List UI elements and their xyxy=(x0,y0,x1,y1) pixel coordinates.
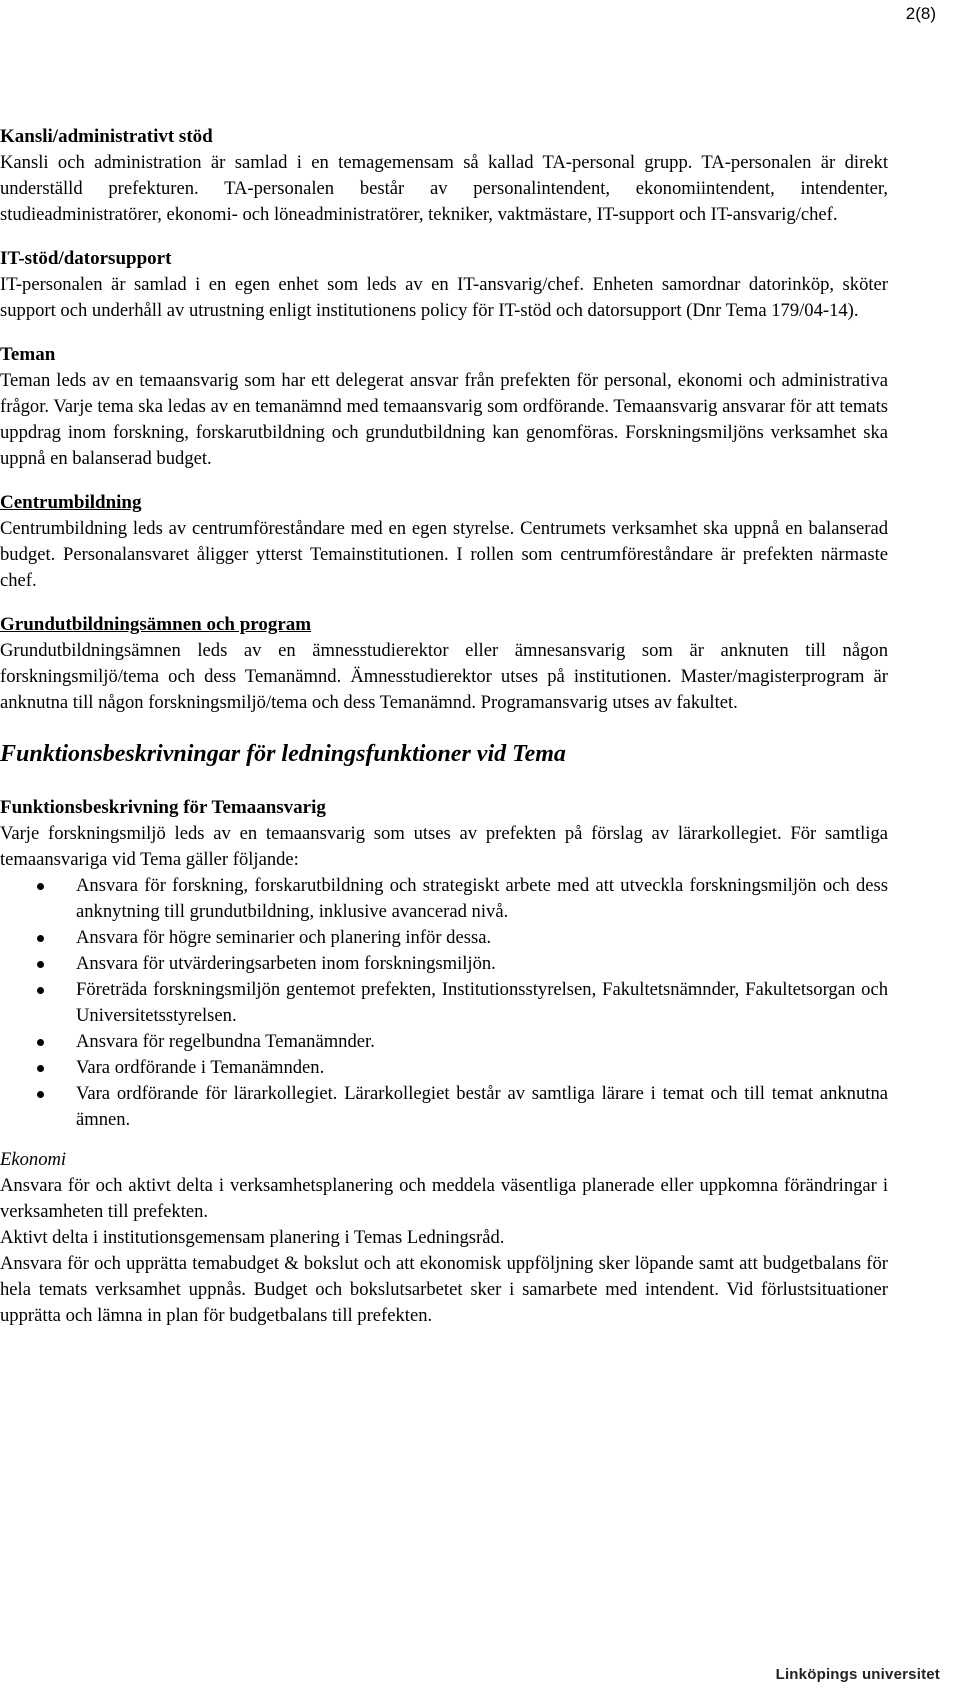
ekonomi-heading: Ekonomi xyxy=(0,1149,67,1170)
section-it-stod xyxy=(0,246,888,324)
ekonomi-paragraph: Ansvara för och upprätta temabudget & bokslut och att ekonomisk uppföljning sker löpande samt att budgetbalans för hela temats verksamhet uppnås. Budget och bokslutsarbetet sker i samarbete med intendent. Vid förlustsituationer upprätta och lämna in plan för budgetbalans till prefekten. xyxy=(0,1253,888,1326)
bullet-icon xyxy=(37,1039,44,1046)
subsection-heading: Funktionsbeskrivning för Temaansvarig xyxy=(0,797,326,818)
section-centrumbildning xyxy=(0,490,888,594)
chapter-title: Funktionsbeskrivningar för ledningsfunktioner vid Tema xyxy=(0,741,566,767)
ekonomi-paragraph: Ansvara för och aktivt delta i verksamhetsplanering och meddela väsentliga planerade eller uppkomna förändringar i verksamheten till prefekten. xyxy=(0,1175,888,1222)
list-item: Ansvara för forskning, forskarutbildning och strategiskt arbete med att utveckla forskningsmiljön och dess anknytning till grundutbildning, inklusive avancerad nivå. xyxy=(0,873,888,925)
list-item: Ansvara för utvärderingsarbeten inom forskningsmiljön. xyxy=(0,951,888,977)
section-grundutbildning xyxy=(0,612,888,716)
section-paragraph: Kansli och administration är samlad i en temagemensam så kallad TA-personal grupp. TA-personalen är direkt underställd prefekturen. TA-personalen består av personalintendent, ekonomiintendent, intendenter, studieadministratörer, ekonomi- och löneadministratörer, tekniker, vaktmästare, IT-support och IT-ansvarig/chef. xyxy=(0,152,888,225)
list-item: Ansvara för regelbundna Temanämnder. xyxy=(0,1029,888,1055)
page-number: 2(8) xyxy=(905,4,936,23)
bullet-icon xyxy=(37,1065,44,1072)
ekonomi-paragraph: Aktivt delta i institutionsgemensam planering i Temas Ledningsråd. xyxy=(0,1227,505,1248)
bullet-icon xyxy=(37,935,44,942)
section-heading: Grundutbildningsämnen och program xyxy=(0,614,312,635)
section-heading: Teman xyxy=(0,344,56,365)
responsibility-list xyxy=(0,873,888,1133)
section-paragraph: Teman leds av en temaansvarig som har ett delegerat ansvar från prefekten för personal, ekonomi och administrativa frågor. Varje tema ska ledas av en temanämnd med temaansvarig som ordförande. Temaansvarig ansvarar för att temats uppdrag inom forskning, forskarutbildning och grundutbildning kan genomföras. Forskningsmiljöns verksamhet ska uppnå en balanserad budget. xyxy=(0,370,888,469)
university-logo: Linköpings universitet xyxy=(775,1666,940,1683)
section-paragraph: Grundutbildningsämnen leds av en ämnesstudierektor eller ämnesansvarig som är anknuten till någon forskningsmiljö/tema och dess Temanämnd. Ämnesstudierektor utses på institutionen. Master/magisterprogram är anknutna till någon forskningsmiljö/tema och dess Temanämnd. Programansvarig utses av fakultet. xyxy=(0,640,888,713)
intro-paragraph: Varje forskningsmiljö leds av en temaansvarig som utses av prefekten på förslag av lärarkollegiet. För samtliga temaansvariga vid Tema gäller följande: xyxy=(0,823,888,870)
section-heading: IT-stöd/datorsupport xyxy=(0,248,172,269)
bullet-icon xyxy=(37,961,44,968)
section-paragraph: IT-personalen är samlad i en egen enhet som leds av en IT-ansvarig/chef. Enheten samordnar datorinköp, sköter support och underhåll av utrustning enligt institutionens policy för IT-stöd och datorsupport (Dnr Tema 179/04-14). xyxy=(0,274,888,321)
section-heading: Kansli/administrativt stöd xyxy=(0,126,213,147)
list-item: Vara ordförande i Temanämnden. xyxy=(0,1055,888,1081)
bullet-icon xyxy=(37,1091,44,1098)
section-paragraph: Centrumbildning leds av centrumföreståndare med en egen styrelse. Centrumets verksamhet ska uppnå en balanserad budget. Personalansvaret åligger ytterst Temainstitutionen. I rollen som centrumföreståndare är prefekten närmaste chef. xyxy=(0,518,888,591)
section-teman xyxy=(0,342,888,472)
list-item: Vara ordförande för lärarkollegiet. Lärarkollegiet består av samtliga lärare i temat och till temat anknutna ämnen. xyxy=(0,1081,888,1133)
section-kansli xyxy=(0,124,888,228)
section-heading: Centrumbildning xyxy=(0,492,142,513)
document-body xyxy=(0,124,888,1329)
bullet-icon xyxy=(37,883,44,890)
bullet-icon xyxy=(37,987,44,994)
list-item: Ansvara för högre seminarier och planering inför dessa. xyxy=(0,925,888,951)
list-item: Företräda forskningsmiljön gentemot prefekten, Institutionsstyrelsen, Fakultetsnämnder, Fakultetsorgan och Universitetsstyrelsen. xyxy=(0,977,888,1029)
